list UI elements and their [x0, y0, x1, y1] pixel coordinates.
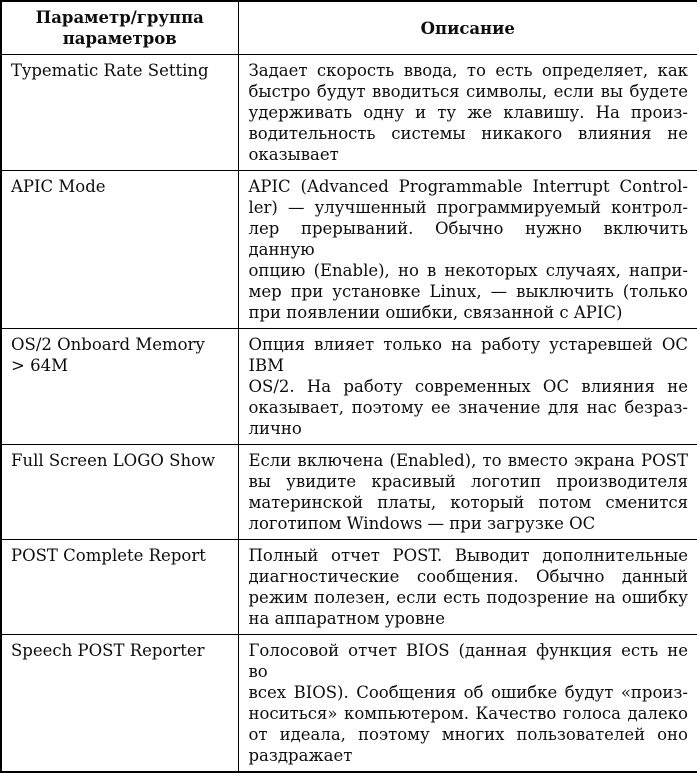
param-text-line: OS/2 Onboard Memory [11, 335, 205, 354]
table-header [1, 1, 697, 55]
description-text-line: диагностические сообщения. Обычно данный [248, 567, 688, 586]
description-text-line: опцию (Enable), но в некоторых случаях, напри- [248, 261, 688, 280]
description-text-line: мер при установке Linux, — выключить (только [248, 282, 688, 301]
description-text-line: лер прерываний. Обычно нужно включить данную [248, 219, 688, 259]
param-cell [1, 635, 238, 773]
description-text-line: оказывает, поэтому ее значение для нас безраз- [248, 398, 688, 417]
description-text-line: вы увидите красивый логотип производителя [248, 472, 688, 491]
param-cell [1, 55, 238, 171]
param-text-line: > 64M [11, 356, 68, 375]
description-text-line: Голосовой отчет BIOS (данная функция есть не во [248, 641, 688, 681]
param-text-line: Typematic Rate Setting [11, 61, 209, 80]
param-cell [1, 540, 238, 635]
table-row [1, 329, 697, 445]
description-cell [238, 171, 697, 329]
text-line: Описание [420, 18, 515, 38]
description-text-line: при появлении ошибки, связанной с APIC) [248, 303, 623, 322]
table-row [1, 540, 697, 635]
table-row [1, 55, 697, 171]
description-text-line: материнской платы, который потом сменится [248, 493, 688, 512]
text-line: Параметр/группа [35, 8, 204, 27]
description-cell [238, 540, 697, 635]
description-cell [238, 445, 697, 540]
description-text-line: лично [248, 419, 302, 438]
description-text-line: Задает скорость ввода, то есть определяет, как [248, 61, 688, 80]
description-text-line: водительность системы никакого влияния не [248, 124, 688, 143]
param-cell [1, 445, 238, 540]
description-text-line: Опция влияет только на работу устаревшей ОС IBM [248, 335, 688, 375]
description-text-line: Если включена (Enabled), то вместо экрана POST [248, 451, 688, 470]
description-text-line: носиться» компьютером. Качество голоса далеко [248, 704, 688, 723]
text-line: параметров [62, 29, 177, 48]
description-cell [238, 635, 697, 773]
table-row [1, 171, 697, 329]
description-cell [238, 329, 697, 445]
description-text-line: режим полезен, если есть подозрение на ошибку [248, 588, 688, 607]
table-row [1, 635, 697, 773]
description-cell [238, 55, 697, 171]
param-column-header [1, 1, 238, 55]
param-text-line: APIC Mode [11, 177, 106, 196]
description-text-line: OS/2. На работу современных ОС влияния не [248, 377, 688, 396]
table-body [1, 55, 697, 773]
description-text-line: быстро будут вводиться символы, если вы будете [248, 82, 688, 101]
header-row [1, 1, 697, 55]
param-cell [1, 171, 238, 329]
param-text-line: Full Screen LOGO Show [11, 451, 216, 470]
description-text-line: на аппаратном уровне [248, 609, 446, 628]
description-text-line: всех BIOS). Сообщения об ошибке будут «произ- [248, 683, 688, 702]
param-cell [1, 329, 238, 445]
description-text-line: логотипом Windows — при загрузке ОС [248, 514, 596, 533]
description-text-line: ler) — улучшенный программируемый контрол- [248, 198, 688, 217]
description-text-line: удерживать одну и ту же клавишу. На произ- [248, 103, 688, 122]
description-text-line: Полный отчет POST. Выводит дополнительные [248, 546, 688, 565]
description-text-line: APIC (Advanced Programmable Interrupt Control- [248, 177, 688, 196]
description-text-line: от идеала, поэтому многих пользователей оно [248, 725, 688, 744]
param-text-line: Speech POST Reporter [11, 641, 205, 660]
description-text-line: раздражает [248, 746, 353, 765]
description-text-line: оказывает [248, 145, 339, 164]
description-column-header [238, 1, 697, 55]
table-row [1, 445, 697, 540]
param-text-line: POST Complete Report [11, 546, 206, 565]
